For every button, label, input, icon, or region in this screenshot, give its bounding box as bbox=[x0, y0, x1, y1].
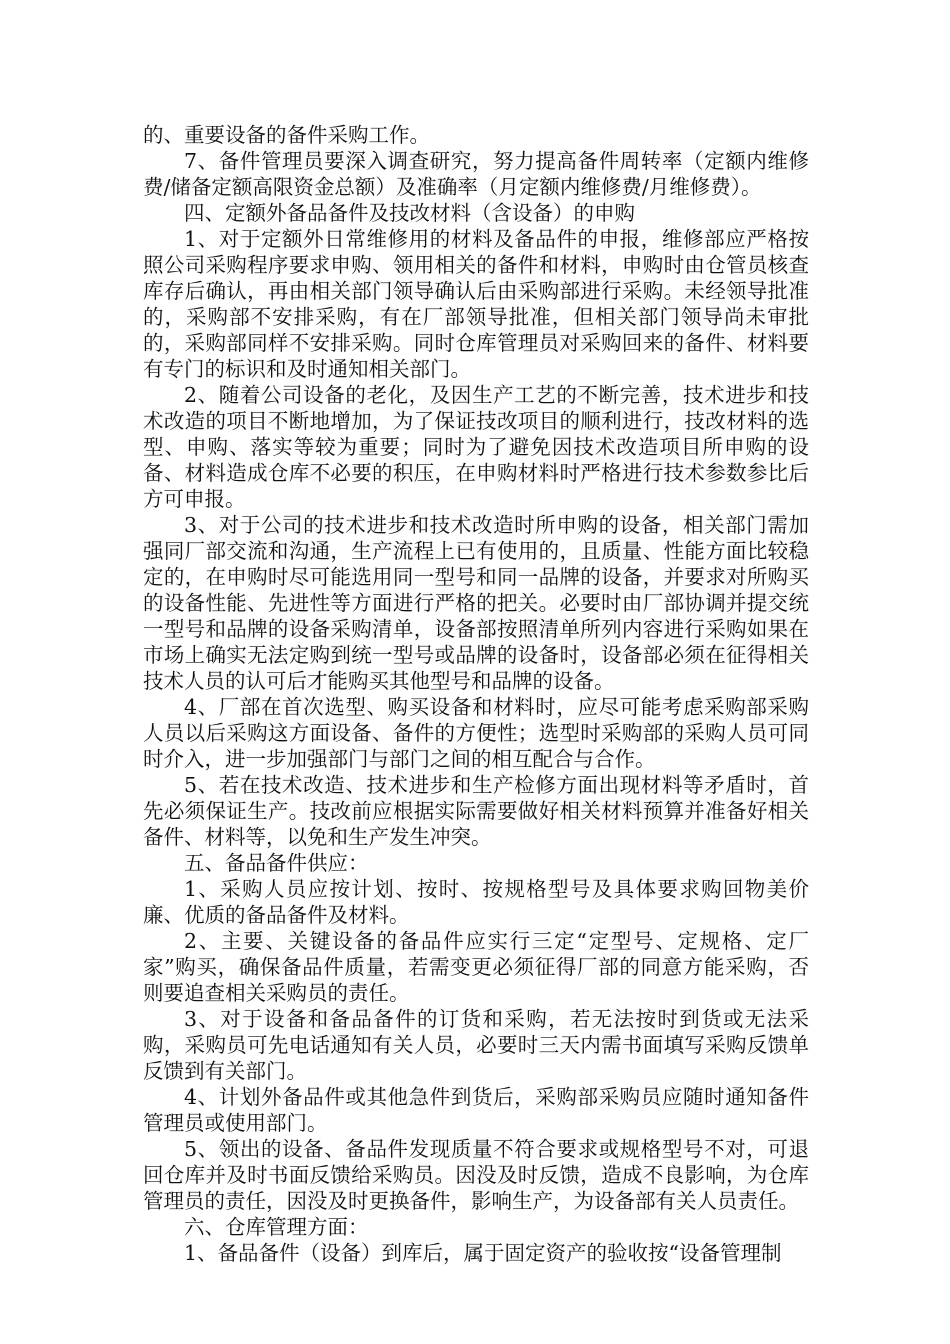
section-heading-6: 六、仓库管理方面： bbox=[184, 1215, 369, 1239]
paragraph-5-3: 3、对于设备和备品备件的订货和采购，若无法按时到货或无法采购，采购员可先电话通知有关人员，必要时三天内需书面填写采购反馈单反馈到有关部门。 bbox=[143, 1007, 809, 1083]
paragraph-4-4: 4、厂部在首次选型、购买设备和材料时，应尽可能考虑采购部采购人员以后采购这方面设备、备件的方便性；选型时采购部的采购人员可同时介入，进一步加强部门与部门之间的相互配合与合作。 bbox=[143, 695, 809, 771]
paragraph-5-2: 2、主要、关键设备的备品件应实行三定“定型号、定规格、定厂家”购买，确保备品件质量，若需变更必须征得厂部的同意方能采购，否则要追查相关采购员的责任。 bbox=[143, 929, 809, 1005]
paragraph-5-5: 5、领出的设备、备品件发现质量不符合要求或规格型号不对，可退回仓库并及时书面反馈给采购员。因没及时反馈，造成不良影响，为仓库管理员的责任，因没及时更换备件，影响生产，为设备部有关人员责任。 bbox=[143, 1137, 809, 1213]
paragraph-4-3: 3、对于公司的技术进步和技术改造时所申购的设备，相关部门需加强同厂部交流和沟通，生产流程上已有使用的，且质量、性能方面比较稳定的，在申购时尽可能选用同一型号和同一品牌的设备，并要求对所购买的设备性能、先进性等方面进行严格的把关。必要时由厂部协调并提交统一型号和品牌的设备采购清单，设备部按照清单所列内容进行采购如果在市场上确实无法定购到统一型号或品牌的设备时，设备部必须在征得相关技术人员的认可后才能购买其他型号和品牌的设备。 bbox=[143, 513, 809, 693]
section-heading-4: 四、定额外备品备件及技改材料（含设备）的申购 bbox=[184, 201, 635, 225]
paragraph-4-1: 1、对于定额外日常维修用的材料及备品件的申报，维修部应严格按照公司采购程序要求申购、领用相关的备件和材料，申购时由仓管员核查库存后确认，再由相关部门领导确认后由采购部进行采购。未经领导批准的，采购部不安排采购，有在厂部领导批准，但相关部门领导尚未审批的，采购部同样不安排采购。同时仓库管理员对采购回来的备件、材料要有专门的标识和及时通知相关部门。 bbox=[143, 227, 809, 381]
document-body bbox=[143, 122, 809, 1266]
paragraph-5-4: 4、计划外备品件或其他急件到货后，采购部采购员应随时通知备件管理员或使用部门。 bbox=[143, 1085, 809, 1135]
paragraph-5-1: 1、采购人员应按计划、按时、按规格型号及具体要求购回物美价廉、优质的备品备件及材料。 bbox=[143, 877, 809, 927]
paragraph-item-7: 7、备件管理员要深入调查研究，努力提高备件周转率（定额内维修费/储备定额高限资金总额）及准确率（月定额内维修费/月维修费）。 bbox=[143, 149, 809, 199]
paragraph-6-1: 1、备品备件（设备）到库后，属于固定资产的验收按“设备管理制 bbox=[184, 1241, 782, 1265]
paragraph-continuation: 的、重要设备的备件采购工作。 bbox=[143, 123, 430, 147]
paragraph-4-2: 2、随着公司设备的老化，及因生产工艺的不断完善，技术进步和技术改造的项目不断地增加，为了保证技改项目的顺利进行，技改材料的选型、申购、落实等较为重要；同时为了避免因技术改造项目所申购的设备、材料造成仓库不必要的积压，在申购材料时严格进行技术参数参比后方可申报。 bbox=[143, 383, 809, 511]
section-heading-5: 五、备品备件供应： bbox=[184, 851, 369, 875]
paragraph-4-5: 5、若在技术改造、技术进步和生产检修方面出现材料等矛盾时，首先必须保证生产。技改前应根据实际需要做好相关材料预算并准备好相关备件、材料等，以免和生产发生冲突。 bbox=[143, 773, 809, 849]
